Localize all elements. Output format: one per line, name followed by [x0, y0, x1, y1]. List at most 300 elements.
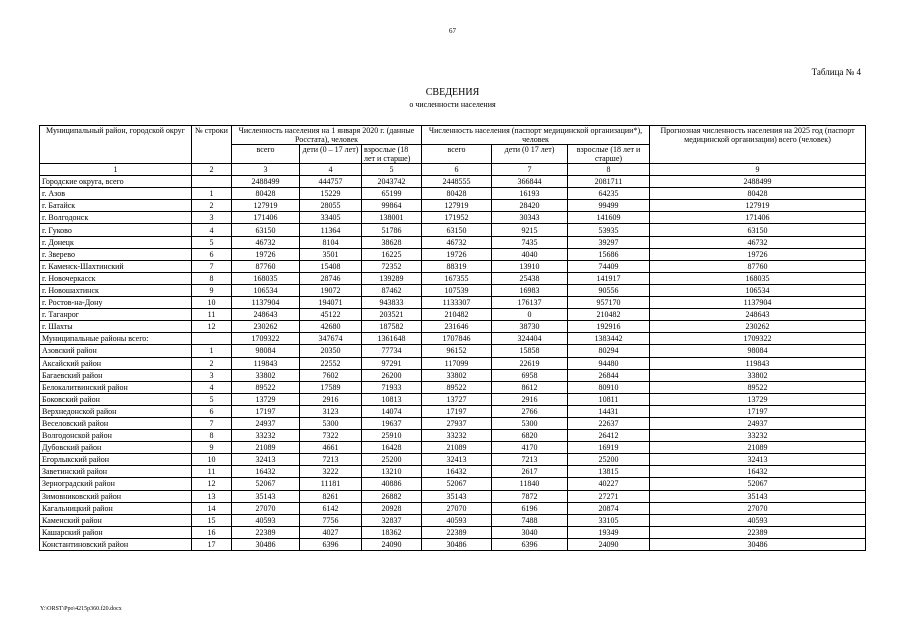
- row-number: 5: [192, 393, 232, 405]
- population-value: 97291: [362, 357, 422, 369]
- region-name: Кашарский район: [40, 526, 192, 538]
- population-value: 52067: [650, 478, 866, 490]
- population-value: 71933: [362, 381, 422, 393]
- population-value: 26412: [568, 430, 650, 442]
- region-name: г. Зверево: [40, 248, 192, 260]
- row-number: 17: [192, 538, 232, 550]
- population-value: 3040: [492, 526, 568, 538]
- population-value: 33232: [422, 430, 492, 442]
- row-number: 8: [192, 430, 232, 442]
- population-value: 20350: [300, 345, 362, 357]
- population-value: 80428: [232, 188, 300, 200]
- population-value: 89522: [232, 381, 300, 393]
- population-value: 30343: [492, 212, 568, 224]
- column-index: 2: [192, 164, 232, 176]
- population-value: 24090: [362, 538, 422, 550]
- row-number: 12: [192, 321, 232, 333]
- population-value: 40593: [232, 514, 300, 526]
- region-name: Константиновский район: [40, 538, 192, 550]
- population-value: 39297: [568, 236, 650, 248]
- population-value: 7872: [492, 490, 568, 502]
- population-value: 16225: [362, 248, 422, 260]
- table-row: [40, 284, 866, 296]
- population-value: 46732: [422, 236, 492, 248]
- region-name: Зерноградский район: [40, 478, 192, 490]
- population-value: 3501: [300, 248, 362, 260]
- population-value: 13729: [232, 393, 300, 405]
- population-value: 141917: [568, 272, 650, 284]
- population-value: 231646: [422, 321, 492, 333]
- header-children-2: дети (0 17 лет): [492, 145, 568, 164]
- table-row: [40, 393, 866, 405]
- document-subtitle: о численности населения: [409, 100, 496, 109]
- region-name: Белокалитвинский район: [40, 381, 192, 393]
- population-value: 19072: [300, 284, 362, 296]
- population-value: 9215: [492, 224, 568, 236]
- header-total: всего: [232, 145, 300, 164]
- population-value: 52067: [422, 478, 492, 490]
- table-row: [40, 502, 866, 514]
- table-row: [40, 514, 866, 526]
- population-value: 14431: [568, 405, 650, 417]
- column-index: 1: [40, 164, 192, 176]
- population-value: 25438: [492, 272, 568, 284]
- population-value: 230262: [232, 321, 300, 333]
- region-name: Городские округа, всего: [40, 176, 192, 188]
- row-number: 11: [192, 466, 232, 478]
- column-index: 6: [422, 164, 492, 176]
- document-title: СВЕДЕНИЯ: [425, 87, 480, 98]
- population-value: 90556: [568, 284, 650, 296]
- population-value: 5300: [300, 417, 362, 429]
- population-value: 17197: [422, 405, 492, 417]
- population-value: 19726: [650, 248, 866, 260]
- population-value: 230262: [650, 321, 866, 333]
- population-value: 4040: [492, 248, 568, 260]
- table-row: [40, 442, 866, 454]
- region-name: Аксайский район: [40, 357, 192, 369]
- population-value: 1361648: [362, 333, 422, 345]
- header-region: Муниципальный район, городской округ: [40, 126, 192, 164]
- population-value: 2043742: [362, 176, 422, 188]
- population-value: 33405: [300, 212, 362, 224]
- row-number: 1: [192, 188, 232, 200]
- population-value: 7756: [300, 514, 362, 526]
- population-value: 21089: [650, 442, 866, 454]
- population-value: 107539: [422, 284, 492, 296]
- population-value: 4170: [492, 442, 568, 454]
- population-value: 33802: [422, 369, 492, 381]
- table-row: [40, 345, 866, 357]
- population-value: 1137904: [232, 297, 300, 309]
- population-value: 11364: [300, 224, 362, 236]
- region-name: г. Новочеркасск: [40, 272, 192, 284]
- population-value: 6820: [492, 430, 568, 442]
- population-value: 13727: [422, 393, 492, 405]
- population-value: 99864: [362, 200, 422, 212]
- population-value: 171952: [422, 212, 492, 224]
- column-index: 4: [300, 164, 362, 176]
- population-value: 1709322: [232, 333, 300, 345]
- population-value: 33802: [650, 369, 866, 381]
- region-name: Волгодонской район: [40, 430, 192, 442]
- population-value: 28746: [300, 272, 362, 284]
- population-value: 33232: [232, 430, 300, 442]
- population-value: 7435: [492, 236, 568, 248]
- population-value: 7322: [300, 430, 362, 442]
- table-row: [40, 454, 866, 466]
- population-value: 248643: [650, 309, 866, 321]
- population-value: 20874: [568, 502, 650, 514]
- population-value: 80910: [568, 381, 650, 393]
- population-value: 16428: [362, 442, 422, 454]
- header-adults-2: взрослые (18 лет и старше): [568, 145, 650, 164]
- population-value: 38628: [362, 236, 422, 248]
- population-value: 248643: [232, 309, 300, 321]
- region-name: Веселовский район: [40, 417, 192, 429]
- region-name: Боковский район: [40, 393, 192, 405]
- population-value: 22552: [300, 357, 362, 369]
- population-value: 46732: [650, 236, 866, 248]
- population-value: 72352: [362, 260, 422, 272]
- population-value: 2081711: [568, 176, 650, 188]
- header-forecast: Прогнозная численность населения на 2025 год (паспорт медицинской организации) всего (человек): [650, 126, 866, 164]
- population-value: 80294: [568, 345, 650, 357]
- population-value: 2916: [300, 393, 362, 405]
- table-row: [40, 248, 866, 260]
- population-value: 117099: [422, 357, 492, 369]
- population-value: 26844: [568, 369, 650, 381]
- population-value: 20928: [362, 502, 422, 514]
- population-value: 87760: [232, 260, 300, 272]
- population-value: 45122: [300, 309, 362, 321]
- population-value: 2916: [492, 393, 568, 405]
- page-number: 67: [449, 27, 456, 35]
- population-value: 25200: [362, 454, 422, 466]
- population-value: 4027: [300, 526, 362, 538]
- row-number: 3: [192, 369, 232, 381]
- population-value: 106534: [232, 284, 300, 296]
- population-value: 6396: [492, 538, 568, 550]
- population-table: [39, 125, 866, 551]
- column-index: 3: [232, 164, 300, 176]
- population-value: 19637: [362, 417, 422, 429]
- population-value: 19726: [232, 248, 300, 260]
- row-number: 1: [192, 345, 232, 357]
- population-value: 13815: [568, 466, 650, 478]
- row-number: [192, 333, 232, 345]
- population-value: 15408: [300, 260, 362, 272]
- population-value: 7602: [300, 369, 362, 381]
- population-value: 16432: [232, 466, 300, 478]
- header-row-1: [40, 126, 866, 145]
- region-name: г. Волгодонск: [40, 212, 192, 224]
- region-name: Егорлыкский район: [40, 454, 192, 466]
- population-value: 6142: [300, 502, 362, 514]
- population-value: 127919: [232, 200, 300, 212]
- population-value: 10813: [362, 393, 422, 405]
- row-number: 9: [192, 284, 232, 296]
- population-value: 35143: [422, 490, 492, 502]
- row-number: 9: [192, 442, 232, 454]
- population-value: 2488499: [232, 176, 300, 188]
- population-value: 35143: [650, 490, 866, 502]
- population-value: 187582: [362, 321, 422, 333]
- population-value: 88319: [422, 260, 492, 272]
- region-name: г. Шахты: [40, 321, 192, 333]
- row-number: 3: [192, 212, 232, 224]
- population-value: 4661: [300, 442, 362, 454]
- population-value: 139289: [362, 272, 422, 284]
- row-number: 4: [192, 381, 232, 393]
- header-row-number: № строки: [192, 126, 232, 164]
- population-value: 138001: [362, 212, 422, 224]
- region-name: г. Азов: [40, 188, 192, 200]
- population-value: 63150: [650, 224, 866, 236]
- table-row: [40, 466, 866, 478]
- table-row: [40, 297, 866, 309]
- population-value: 1707846: [422, 333, 492, 345]
- population-value: 366844: [492, 176, 568, 188]
- population-value: 210482: [568, 309, 650, 321]
- population-value: 27070: [422, 502, 492, 514]
- population-value: 27937: [422, 417, 492, 429]
- region-name: Заветинский район: [40, 466, 192, 478]
- population-value: 324404: [492, 333, 568, 345]
- population-value: 1709322: [650, 333, 866, 345]
- table-row: [40, 188, 866, 200]
- population-value: 17589: [300, 381, 362, 393]
- population-value: 168035: [232, 272, 300, 284]
- population-value: 171406: [232, 212, 300, 224]
- row-number: 7: [192, 260, 232, 272]
- population-value: 24937: [232, 417, 300, 429]
- population-value: 63150: [422, 224, 492, 236]
- population-value: 89522: [422, 381, 492, 393]
- population-value: 42680: [300, 321, 362, 333]
- population-value: 17197: [650, 405, 866, 417]
- population-value: 35143: [232, 490, 300, 502]
- row-number: 2: [192, 357, 232, 369]
- table-row: [40, 212, 866, 224]
- population-value: 33802: [232, 369, 300, 381]
- population-value: 168035: [650, 272, 866, 284]
- population-value: 7488: [492, 514, 568, 526]
- population-value: 444757: [300, 176, 362, 188]
- table-row: [40, 357, 866, 369]
- region-name: г. Каменск-Шахтинский: [40, 260, 192, 272]
- table-row: [40, 381, 866, 393]
- table-row: [40, 272, 866, 284]
- table-row: [40, 321, 866, 333]
- region-name: г. Ростов-на-Дону: [40, 297, 192, 309]
- table-row: [40, 538, 866, 550]
- population-value: 2488499: [650, 176, 866, 188]
- population-value: 65199: [362, 188, 422, 200]
- population-value: 5300: [492, 417, 568, 429]
- population-value: 141609: [568, 212, 650, 224]
- population-value: 1137904: [650, 297, 866, 309]
- population-value: 171406: [650, 212, 866, 224]
- row-number: 16: [192, 526, 232, 538]
- column-index-row: [40, 164, 866, 176]
- header-total-2: всего: [422, 145, 492, 164]
- region-name: Муниципальные районы всего:: [40, 333, 192, 345]
- population-value: 22389: [650, 526, 866, 538]
- population-value: 1133307: [422, 297, 492, 309]
- region-name: г. Батайск: [40, 200, 192, 212]
- population-value: 27271: [568, 490, 650, 502]
- row-number: 10: [192, 454, 232, 466]
- population-value: 40227: [568, 478, 650, 490]
- population-value: 167355: [422, 272, 492, 284]
- row-number: 13: [192, 490, 232, 502]
- population-value: 94480: [568, 357, 650, 369]
- population-value: 13729: [650, 393, 866, 405]
- population-value: 27070: [232, 502, 300, 514]
- population-value: 127919: [422, 200, 492, 212]
- population-value: 8261: [300, 490, 362, 502]
- population-value: 32413: [422, 454, 492, 466]
- population-value: 40593: [650, 514, 866, 526]
- population-value: 176137: [492, 297, 568, 309]
- header-adults: взрослые (18 лет и старше): [362, 145, 422, 164]
- population-value: 74409: [568, 260, 650, 272]
- table-row: [40, 430, 866, 442]
- table-row: [40, 176, 866, 188]
- population-value: 119843: [650, 357, 866, 369]
- population-value: 15229: [300, 188, 362, 200]
- table-row: [40, 309, 866, 321]
- population-value: 11840: [492, 478, 568, 490]
- row-number: 10: [192, 297, 232, 309]
- row-number: [192, 176, 232, 188]
- population-value: 21089: [422, 442, 492, 454]
- population-value: 7213: [492, 454, 568, 466]
- population-value: 6196: [492, 502, 568, 514]
- population-value: 22637: [568, 417, 650, 429]
- population-value: 16983: [492, 284, 568, 296]
- population-value: 3222: [300, 466, 362, 478]
- population-value: 347674: [300, 333, 362, 345]
- table-row: [40, 478, 866, 490]
- population-value: 15686: [568, 248, 650, 260]
- table-body: [40, 164, 866, 551]
- population-value: 22389: [422, 526, 492, 538]
- population-value: 25910: [362, 430, 422, 442]
- population-value: 25200: [568, 454, 650, 466]
- population-value: 80428: [650, 188, 866, 200]
- row-number: 14: [192, 502, 232, 514]
- region-name: г. Новошахтинск: [40, 284, 192, 296]
- population-value: 3123: [300, 405, 362, 417]
- region-name: г. Донецк: [40, 236, 192, 248]
- population-value: 7213: [300, 454, 362, 466]
- population-value: 22389: [232, 526, 300, 538]
- population-value: 96152: [422, 345, 492, 357]
- population-value: 26882: [362, 490, 422, 502]
- column-index: 7: [492, 164, 568, 176]
- population-value: 19349: [568, 526, 650, 538]
- population-value: 80428: [422, 188, 492, 200]
- population-value: 127919: [650, 200, 866, 212]
- population-value: 18362: [362, 526, 422, 538]
- population-value: 13910: [492, 260, 568, 272]
- population-value: 30486: [422, 538, 492, 550]
- population-value: 15858: [492, 345, 568, 357]
- table-row: [40, 369, 866, 381]
- population-value: 33105: [568, 514, 650, 526]
- population-value: 99499: [568, 200, 650, 212]
- population-value: 203521: [362, 309, 422, 321]
- row-number: 12: [192, 478, 232, 490]
- table-row: [40, 417, 866, 429]
- population-value: 52067: [232, 478, 300, 490]
- region-name: г. Таганрог: [40, 309, 192, 321]
- table-row: [40, 200, 866, 212]
- column-index: 5: [362, 164, 422, 176]
- population-value: 28055: [300, 200, 362, 212]
- population-value: 119843: [232, 357, 300, 369]
- footer-file-path: Y:\ORST\Ppo\4215p360.f20.docx: [40, 606, 122, 612]
- population-value: 11181: [300, 478, 362, 490]
- population-value: 53935: [568, 224, 650, 236]
- table-row: [40, 333, 866, 345]
- population-value: 2448555: [422, 176, 492, 188]
- population-value: 63150: [232, 224, 300, 236]
- table-row: [40, 260, 866, 272]
- population-value: 16432: [650, 466, 866, 478]
- population-value: 16919: [568, 442, 650, 454]
- population-value: 40886: [362, 478, 422, 490]
- population-value: 6958: [492, 369, 568, 381]
- population-value: 32837: [362, 514, 422, 526]
- region-name: Зимовниковский район: [40, 490, 192, 502]
- population-value: 1383442: [568, 333, 650, 345]
- population-value: 943833: [362, 297, 422, 309]
- population-value: 6396: [300, 538, 362, 550]
- population-value: 957170: [568, 297, 650, 309]
- column-index: 8: [568, 164, 650, 176]
- population-value: 16193: [492, 188, 568, 200]
- population-value: 30486: [232, 538, 300, 550]
- population-value: 8612: [492, 381, 568, 393]
- row-number: 5: [192, 236, 232, 248]
- region-name: г. Гуково: [40, 224, 192, 236]
- population-value: 21089: [232, 442, 300, 454]
- row-number: 15: [192, 514, 232, 526]
- row-number: 7: [192, 417, 232, 429]
- population-value: 2766: [492, 405, 568, 417]
- population-value: 24937: [650, 417, 866, 429]
- population-value: 87462: [362, 284, 422, 296]
- header-rosstat: Численность населения на 1 января 2020 г. (данные Росстата), человек: [232, 126, 422, 145]
- population-value: 77734: [362, 345, 422, 357]
- row-number: 11: [192, 309, 232, 321]
- population-value: 17197: [232, 405, 300, 417]
- population-value: 38730: [492, 321, 568, 333]
- population-value: 87760: [650, 260, 866, 272]
- row-number: 6: [192, 248, 232, 260]
- column-index: 9: [650, 164, 866, 176]
- population-value: 89522: [650, 381, 866, 393]
- header-passport: Численность населения (паспорт медицинской организации*), человек: [422, 126, 650, 145]
- population-value: 28420: [492, 200, 568, 212]
- table-row: [40, 526, 866, 538]
- region-name: Азовский район: [40, 345, 192, 357]
- population-value: 0: [492, 309, 568, 321]
- row-number: 2: [192, 200, 232, 212]
